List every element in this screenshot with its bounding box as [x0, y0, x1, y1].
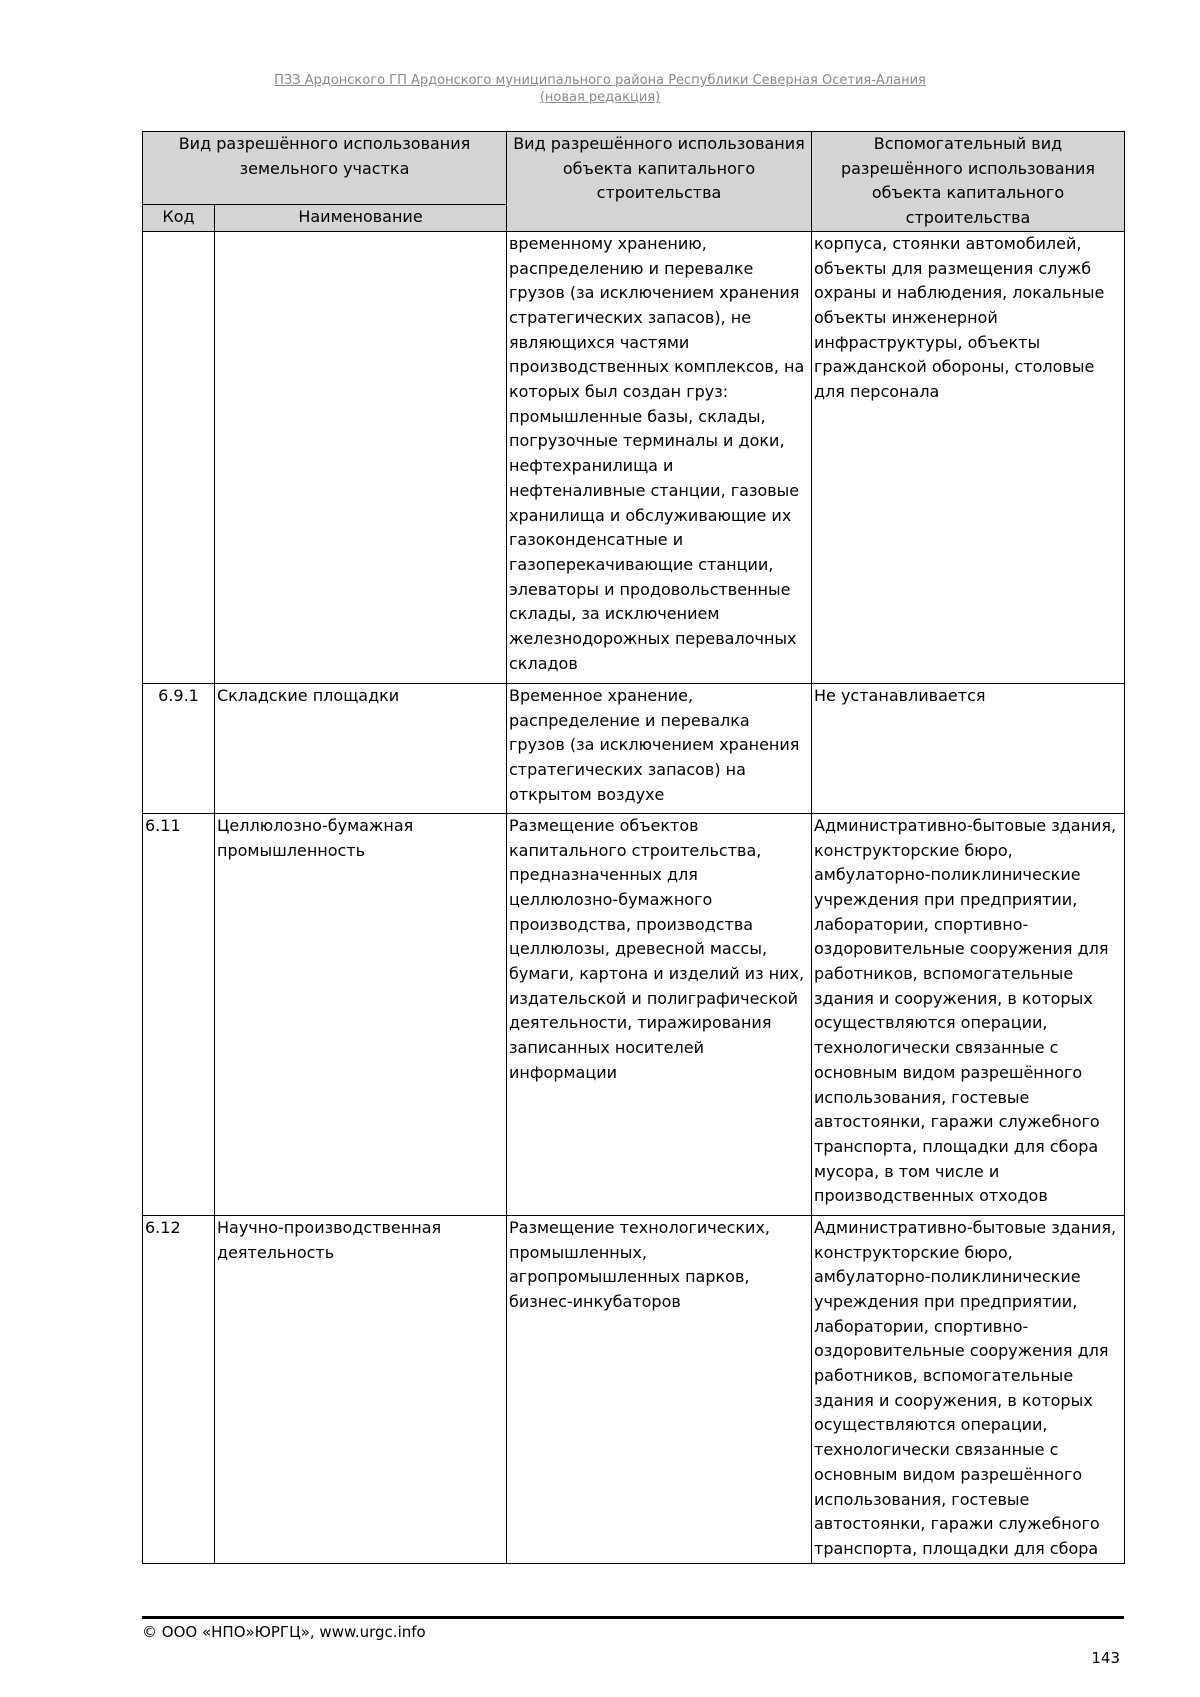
document-header: [0, 72, 1200, 106]
row-name: Научно-производственная деятельность: [215, 1215, 507, 1563]
page-number: 143: [1091, 1649, 1120, 1667]
row-capital-object: Размещение объектов капитального строительства, предназначенных для целлюлозно-бумажного производства, производства целлюлозы, древесной массы, бумаги, картона и изделий из них, издательской и полиграфической деятельности, тиражирования записанных носителей информации: [507, 813, 812, 1215]
header-auxiliary: Вспомогательный вид разрешённого использования объекта капитального строительства: [812, 132, 1125, 232]
row-code: 6.12: [143, 1215, 215, 1563]
row-auxiliary: Административно-бытовые здания, конструкторские бюро, амбулаторно-поликлинические учреждения при предприятии, лаборатории, спортивно-оздоровительные сооружения для работников, вспомогательные здания и сооружения, в которых осуществляются операции, технологически связанные с основным видом разрешённого использования, гостевые автостоянки, гаражи служебного транспорта, площадки для сбора мусора, в том числе и производственных отходов: [812, 813, 1125, 1215]
table-row: [143, 813, 1125, 1215]
row-name: Складские площадки: [215, 683, 507, 813]
header-subtitle: (новая редакция): [539, 90, 661, 105]
header-capital-object: Вид разрешённого использования объекта капитального строительства: [507, 132, 812, 232]
row-capital-object: Размещение технологических, промышленных, агропромышленных парков, бизнес-инкубаторов: [507, 1215, 812, 1563]
row-auxiliary: корпуса, стоянки автомобилей, объекты для размещения служб охраны и наблюдения, локальные объекты инженерной инфраструктуры, объекты гражданской обороны, столовые для персонала: [812, 231, 1125, 683]
footer-copyright: © ООО «НПО»ЮРГЦ», www.urgc.info: [142, 1623, 426, 1641]
row-capital-object: временному хранению, распределению и перевалке грузов (за исключением хранения стратегических запасов), не являющихся частями производственных комплексов, на которых был создан груз: промышленные базы, склады, погрузочные терминалы и доки, нефтехранилища и нефтеналивные станции, газовые хранилища и обслуживающие их газоконденсатные и газоперекачивающие станции, элеваторы и продовольственные склады, за исключением железнодорожных перевалочных складов: [507, 231, 812, 683]
table-row: [143, 231, 1125, 683]
table-row: [143, 683, 1125, 813]
table-row: [143, 1215, 1125, 1563]
row-auxiliary: Административно-бытовые здания, конструкторские бюро, амбулаторно-поликлинические учреждения при предприятии, лаборатории, спортивно-оздоровительные сооружения для работников, вспомогательные здания и сооружения, в которых осуществляются операции, технологически связанные с основным видом разрешённого использования, гостевые автостоянки, гаражи служебного транспорта, площадки для сбора: [812, 1215, 1125, 1563]
row-code: [143, 231, 215, 683]
land-use-table: [142, 131, 1125, 1564]
row-auxiliary: Не устанавливается: [812, 683, 1125, 813]
row-code: 6.9.1: [143, 683, 215, 813]
row-name: [215, 231, 507, 683]
footer-divider: [142, 1616, 1124, 1619]
header-name: Наименование: [215, 205, 507, 232]
header-code: Код: [143, 205, 215, 232]
header-title: ПЗЗ Ардонского ГП Ардонского муниципального района Республики Северная Осетия-Алания: [274, 73, 926, 88]
row-capital-object: Временное хранение, распределение и перевалка грузов (за исключением хранения стратегических запасов) на открытом воздухе: [507, 683, 812, 813]
table-header: [143, 132, 1125, 232]
row-code: 6.11: [143, 813, 215, 1215]
header-land-use-group: Вид разрешённого использования земельного участка: [143, 132, 507, 205]
row-name: Целлюлозно-бумажная промышленность: [215, 813, 507, 1215]
